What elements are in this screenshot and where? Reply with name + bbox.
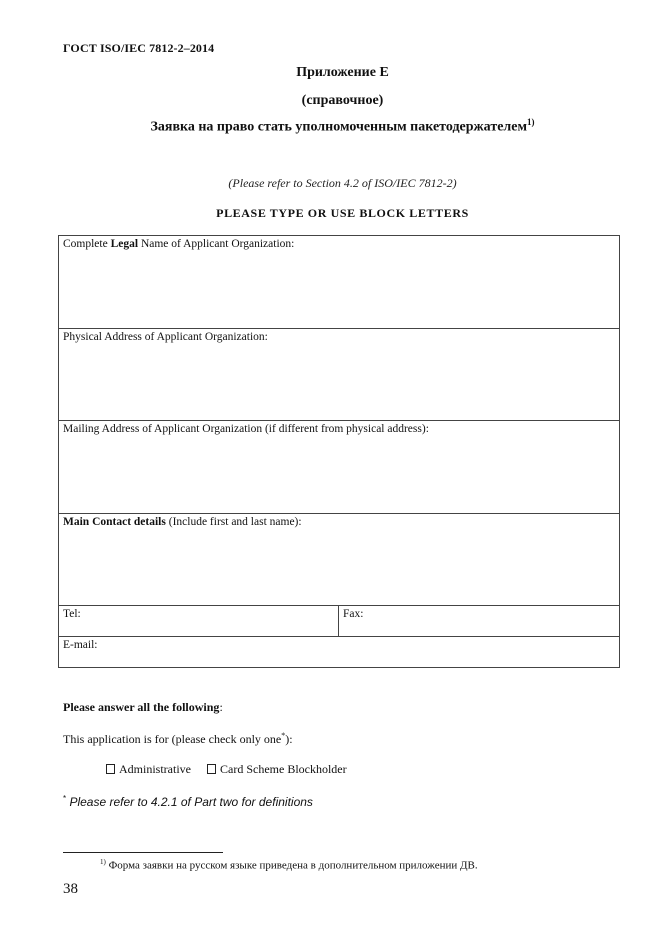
answer-instruction — [63, 700, 223, 715]
mailing-address-field[interactable] — [59, 421, 619, 514]
physical-address-label: Physical Address of Applicant Organization: — [63, 331, 268, 343]
main-contact-label-bold: Main Contact details — [63, 516, 166, 528]
administrative-option[interactable] — [106, 762, 191, 776]
footnote — [100, 858, 478, 872]
legal-name-label-suffix: Name of Applicant Organization: — [138, 238, 295, 250]
application-type-question — [63, 731, 293, 747]
fax-field[interactable] — [339, 606, 619, 636]
application-type-options — [106, 762, 347, 777]
card-scheme-option[interactable] — [207, 762, 347, 776]
card-scheme-label: Card Scheme Blockholder — [220, 762, 347, 776]
checkbox-icon[interactable] — [207, 764, 216, 774]
legal-name-label-bold: Legal — [110, 238, 139, 250]
physical-address-field[interactable] — [59, 329, 619, 421]
main-contact-label-rest: (Include first and last name): — [165, 516, 302, 528]
main-contact-field[interactable] — [59, 514, 619, 606]
phone-fax-row — [59, 606, 619, 637]
annex-main-title-text: Заявка на право стать уполномоченным пакетодержателем — [150, 119, 528, 135]
section-reference: (Please refer to Section 4.2 of ISO/IEC 7812-2) — [228, 176, 457, 190]
note-asterisk: * — [63, 794, 67, 803]
footnote-mark: 1) — [527, 117, 535, 127]
answer-instruction-colon: : — [219, 700, 223, 714]
block-letters-instruction: PLEASE TYPE OR USE BLOCK LETTERS — [216, 206, 469, 220]
annex-title: Приложение Е — [296, 65, 389, 80]
administrative-label: Administrative — [119, 762, 191, 776]
fax-label: Fax: — [343, 608, 364, 620]
tel-label: Tel: — [63, 608, 81, 620]
document-code: ГОСТ ISO/IEC 7812-2–2014 — [63, 41, 215, 55]
page-number: 38 — [63, 881, 78, 897]
email-label: E-mail: — [63, 639, 98, 651]
annex-subtitle: (справочное) — [301, 93, 384, 108]
mailing-address-label: Mailing Address of Applicant Organization (if different from physical address): — [63, 423, 429, 435]
annex-main-title — [0, 117, 661, 136]
footnote-text: Форма заявки на русском языке приведена в дополнительном приложении ДВ. — [105, 859, 478, 872]
definitions-note — [63, 794, 313, 809]
email-field[interactable] — [59, 637, 619, 668]
tel-field[interactable] — [59, 606, 339, 636]
application-type-text: This application is for (please check only one — [63, 732, 282, 746]
footnote-divider — [63, 852, 223, 853]
asterisk-mark: * — [281, 731, 286, 740]
note-text: Please refer to 4.2.1 of Part two for definitions — [66, 795, 313, 809]
footnote-number: 1) — [100, 858, 106, 866]
legal-name-field[interactable] — [59, 236, 619, 329]
answer-instruction-bold: Please answer all the following — [63, 700, 220, 714]
legal-name-label-prefix: Complete — [63, 238, 111, 250]
application-type-end: ): — [285, 732, 293, 746]
application-form-table — [58, 235, 620, 668]
checkbox-icon[interactable] — [106, 764, 115, 774]
